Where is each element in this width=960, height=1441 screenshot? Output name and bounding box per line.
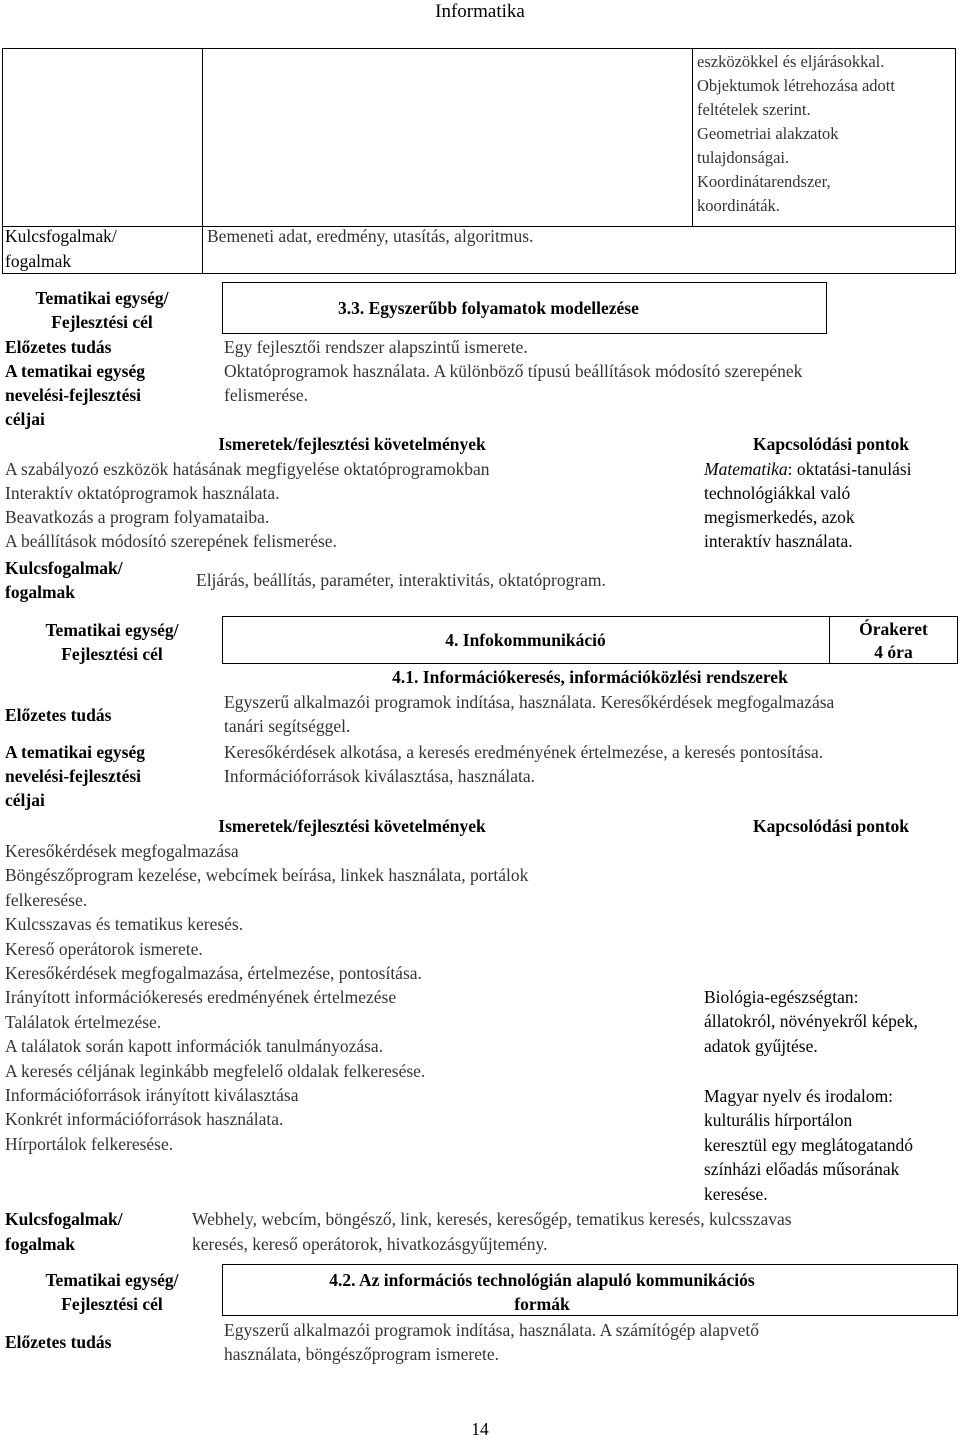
page-header-title: Informatika	[435, 1, 525, 22]
s33-elozetes-value: Egy fejlesztői rendszer alapszintű ismerete.	[224, 337, 528, 357]
s4-kulcs-value: Webhely, webcím, böngésző, link, keresés, keresőgép, tematikus keresés, kulcsszavas keresés, kereső operátorok, hivatkozásgyűjtemény.	[192, 1209, 792, 1254]
page-number: 14	[471, 1419, 489, 1439]
s42-unit-label: Tematikai egység/ Fejlesztési cél	[45, 1270, 179, 1314]
s4-unit-label: Tematikai egység/ Fejlesztési cél	[45, 620, 179, 664]
s4-celjai-label: A tematikai egység nevelési-fejlesztési céljai	[5, 742, 145, 810]
s4-orakeret-value: 4 óra	[874, 642, 913, 662]
s4-ism-header: Ismeretek/fejlesztési követelmények	[218, 816, 486, 836]
s4-kapcs-magyar: Magyar nyelv és irodalom: kulturális hírportálon keresztül egy meglátogatandó színházi előadás műsorának keresése.	[704, 1086, 913, 1204]
s33-ism-header: Ismeretek/fejlesztési követelmények	[218, 434, 486, 454]
s33-elozetes-label: Előzetes tudás	[5, 337, 112, 357]
s33-ism-list: A szabályozó eszközök hatásának megfigyelése oktatóprogramokban Interaktív oktatóprogramok használata. Beavatkozás a program folyamataiba. A beállítások módosító szerepének felismerése.	[5, 459, 490, 551]
s33-kulcs-label: Kulcsfogalmak/ fogalmak	[5, 558, 123, 602]
s42-unit-title: 4.2. Az információs technológián alapuló kommunikációs formák	[329, 1270, 755, 1314]
s33-kulcs-value: Eljárás, beállítás, paraméter, interaktivitás, oktatóprogram.	[196, 570, 606, 590]
s33-kapcs-header: Kapcsolódási pontok	[752, 434, 910, 454]
top-kulcs-label: Kulcsfogalmak/ fogalmak	[5, 226, 117, 271]
s33-unit-title: 3.3. Egyszerűbb folyamatok modellezése	[338, 298, 639, 318]
s33-kapcs-cell: Matematika: oktatási-tanulási technológiákkal való megismerkedés, azok interaktív használata.	[704, 459, 912, 551]
s4-orakeret-label: Órakeret	[859, 619, 928, 639]
top-right-cell: eszközökkel és eljárásokkal. Objektumok létrehozása adott feltételek szerint. Geometriai alakzatok tulajdonságai. Koordinátarendszer, koordináták.	[697, 52, 895, 215]
s4-unit-title: 4. Infokommunikáció	[445, 630, 606, 650]
s4-kulcs-label: Kulcsfogalmak/ fogalmak	[5, 1209, 123, 1254]
s4-celjai-value: Keresőkérdések alkotása, a keresés eredményének értelmezése, a keresés pontosítása. Információforrások kiválasztása, használata.	[224, 742, 824, 786]
s42-elozetes-label: Előzetes tudás	[5, 1332, 112, 1352]
s4-ism-list: Keresőkérdések megfogalmazása Böngészőprogram kezelése, webcímek beírása, linkek használata, portálok felkeresése. Kulcsszavas és tematikus keresés. Kereső operátorok ismerete. Keresőkérdések megfogalmazása, értelmezése, pontosítása. Irányított információkeresés eredményének értelmezése Találatok értelmezése. A találatok során kapott információk tanulmányozása. A keresés céljának leginkább megfelelő oldalak felkeresése. Információforrások irányított kiválasztása Konkrét információforrások használata. Hírportálok felkeresése.	[5, 841, 529, 1154]
s33-celjai-value: Oktatóprogramok használata. A különböző típusú beállítások módosító szerepének felismerése.	[224, 361, 803, 405]
s4-elozetes-value: Egyszerű alkalmazói programok indítása, használata. Keresőkérdések megfogalmazása tanári segítséggel.	[224, 692, 835, 736]
top-kulcs-value: Bemeneti adat, eredmény, utasítás, algoritmus.	[207, 226, 534, 246]
s33-unit-label: Tematikai egység/ Fejlesztési cél	[35, 288, 169, 332]
s4-kapcs-bio: Biológia-egészségtan: állatokról, növényekről képek, adatok gyűjtése.	[704, 987, 918, 1056]
s42-elozetes-value: Egyszerű alkalmazói programok indítása, használata. A számítógép alapvető használata, böngészőprogram ismerete.	[224, 1320, 760, 1364]
s33-celjai-label: A tematikai egység nevelési-fejlesztési céljai	[5, 361, 145, 429]
s4-elozetes-label: Előzetes tudás	[5, 705, 112, 725]
s4-kapcs-header: Kapcsolódási pontok	[752, 816, 910, 836]
s4-sub-title: 4.1. Információkeresés, információközlési rendszerek	[392, 667, 788, 687]
s33-kapcs-subject: Matematika	[704, 459, 788, 479]
